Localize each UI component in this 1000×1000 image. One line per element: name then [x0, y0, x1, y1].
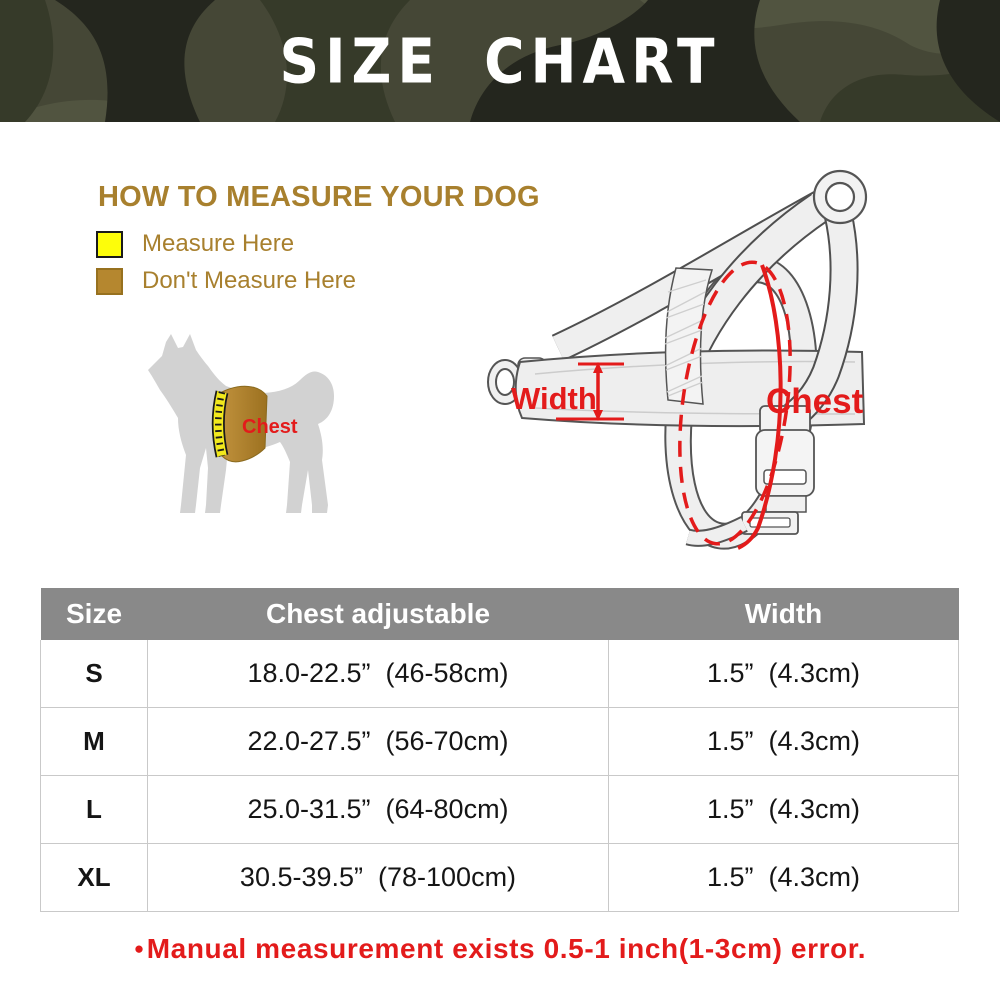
harness-diagram: [470, 140, 1000, 580]
cell-chest: 30.5-39.5” (78-100cm): [148, 844, 609, 912]
harness-width-label: Width: [511, 381, 597, 416]
footnote-text: Manual measurement exists 0.5-1 inch(1-3cm) error.: [146, 933, 867, 964]
table-row-l: [41, 776, 959, 844]
dog-chest-label: Chest: [242, 416, 298, 438]
size-table: [40, 588, 959, 912]
table-row-s: [41, 640, 959, 708]
cell-size: XL: [41, 844, 148, 912]
header-cell-size: Size: [41, 588, 148, 640]
cell-chest: 25.0-31.5” (64-80cm): [148, 776, 609, 844]
how-to-heading: HOW TO MEASURE YOUR DOG: [98, 181, 540, 213]
table-row-m: [41, 708, 959, 776]
cell-size: M: [41, 708, 148, 776]
cell-size: S: [41, 640, 148, 708]
footnote: [0, 933, 1000, 965]
cell-width: 1.5” (4.3cm): [609, 640, 959, 708]
cell-width: 1.5” (4.3cm): [609, 708, 959, 776]
dont-measure-here-label: Don't Measure Here: [142, 267, 357, 294]
footnote-bullet: ●: [133, 939, 145, 958]
measuring-tape-icon: [218, 392, 222, 456]
harness-chest-label: Chest: [766, 382, 864, 421]
harness-top-ring: [814, 171, 866, 223]
cell-chest: 18.0-22.5” (46-58cm): [148, 640, 609, 708]
banner: [0, 0, 1000, 122]
header-cell-chest: Chest adjustable: [148, 588, 609, 640]
cell-size: L: [41, 776, 148, 844]
legend-item-dont-measure-here: [96, 267, 356, 295]
dog-measure-diagram: [100, 320, 480, 570]
harness-line-art: [488, 171, 866, 560]
header-cell-width: Width: [609, 588, 959, 640]
size-chart-title: SIZE CHART: [279, 25, 721, 97]
cell-width: 1.5” (4.3cm): [609, 844, 959, 912]
cell-chest: 22.0-27.5” (56-70cm): [148, 708, 609, 776]
table-header-row: [41, 588, 959, 640]
measure-here-label: Measure Here: [142, 230, 295, 257]
table-row-xl: [41, 844, 959, 912]
cell-width: 1.5” (4.3cm): [609, 776, 959, 844]
dont-measure-here-swatch: [96, 268, 123, 295]
measure-here-swatch: [96, 231, 123, 258]
legend-item-measure-here: [96, 230, 294, 258]
